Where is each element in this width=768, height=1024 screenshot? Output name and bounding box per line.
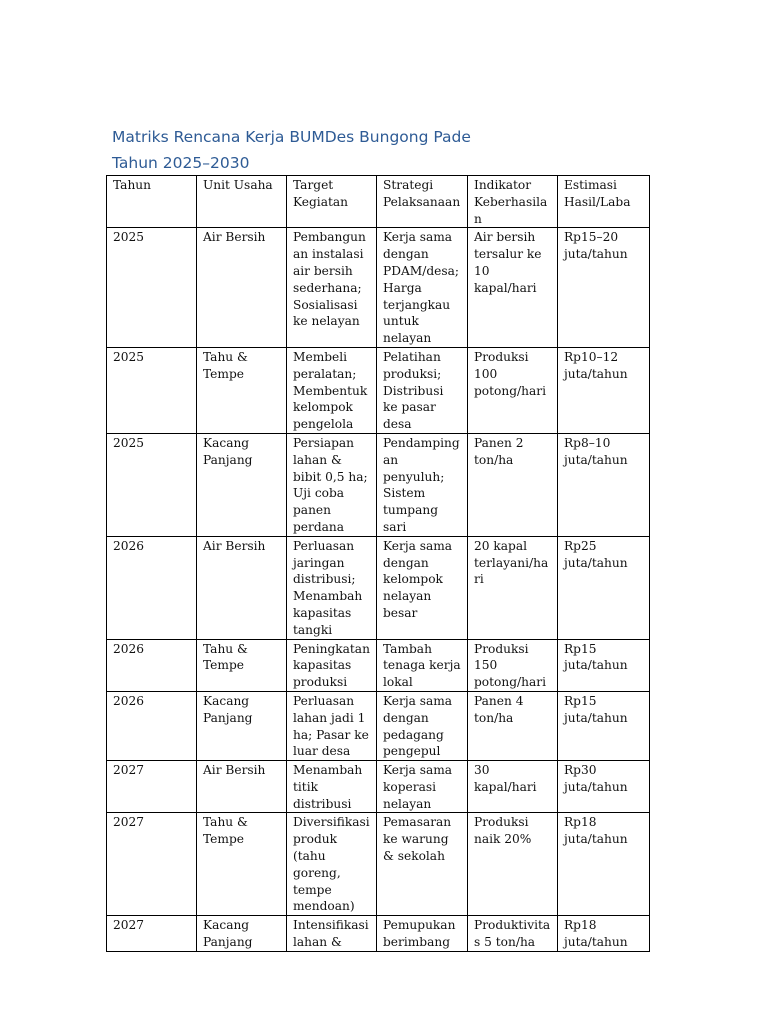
header-unit-usaha: Unit Usaha bbox=[197, 176, 287, 228]
table-row bbox=[107, 639, 650, 691]
cell-strategi: Pelatihan produksi; Distribusi ke pasar desa bbox=[377, 347, 468, 433]
cell-indikator: Panen 4 ton/ha bbox=[468, 691, 558, 760]
document-title bbox=[112, 124, 471, 176]
cell-estimasi: Rp15 juta/tahun bbox=[558, 691, 650, 760]
cell-target-kegiatan: Menambah titik distribusi bbox=[287, 761, 377, 813]
cell-estimasi: Rp25 juta/tahun bbox=[558, 536, 650, 639]
table-row bbox=[107, 761, 650, 813]
cell-unit-usaha: Air Bersih bbox=[197, 761, 287, 813]
cell-strategi: Tambah tenaga kerja lokal bbox=[377, 639, 468, 691]
cell-estimasi: Rp10–12 juta/tahun bbox=[558, 347, 650, 433]
cell-indikator: Produktivitas 5 ton/ha bbox=[468, 916, 558, 952]
cell-tahun: 2026 bbox=[107, 639, 197, 691]
cell-tahun: 2027 bbox=[107, 761, 197, 813]
cell-indikator: Produksi 100 potong/hari bbox=[468, 347, 558, 433]
cell-indikator: Panen 2 ton/ha bbox=[468, 433, 558, 536]
cell-unit-usaha: Air Bersih bbox=[197, 228, 287, 348]
cell-unit-usaha: Air Bersih bbox=[197, 536, 287, 639]
cell-indikator: 20 kapal terlayani/hari bbox=[468, 536, 558, 639]
header-target-kegiatan: Target Kegiatan bbox=[287, 176, 377, 228]
cell-target-kegiatan: Persiapan lahan & bibit 0,5 ha; Uji coba panen perdana bbox=[287, 433, 377, 536]
cell-target-kegiatan: Pembangunan instalasi air bersih sederhana; Sosialisasi ke nelayan bbox=[287, 228, 377, 348]
cell-target-kegiatan: Peningkatan kapasitas produksi bbox=[287, 639, 377, 691]
cell-tahun: 2025 bbox=[107, 433, 197, 536]
cell-target-kegiatan: Perluasan lahan jadi 1 ha; Pasar ke luar desa bbox=[287, 691, 377, 760]
cell-indikator: Produksi 150 potong/hari bbox=[468, 639, 558, 691]
cell-target-kegiatan: Intensifikasi lahan & bbox=[287, 916, 377, 952]
cell-strategi: Pemupukan berimbang bbox=[377, 916, 468, 952]
cell-target-kegiatan: Membeli peralatan; Membentuk kelompok pengelola bbox=[287, 347, 377, 433]
header-indikator-keberhasilan: Indikator Keberhasilan bbox=[468, 176, 558, 228]
cell-tahun: 2026 bbox=[107, 691, 197, 760]
cell-tahun: 2026 bbox=[107, 536, 197, 639]
cell-unit-usaha: Kacang Panjang bbox=[197, 691, 287, 760]
cell-strategi: Kerja sama dengan PDAM/desa; Harga terjangkau untuk nelayan bbox=[377, 228, 468, 348]
cell-estimasi: Rp18 juta/tahun bbox=[558, 813, 650, 916]
cell-target-kegiatan: Diversifikasi produk (tahu goreng, tempe mendoan) bbox=[287, 813, 377, 916]
cell-unit-usaha: Kacang Panjang bbox=[197, 433, 287, 536]
table-row bbox=[107, 228, 650, 348]
title-line-2: Tahun 2025–2030 bbox=[112, 154, 250, 172]
cell-indikator: Air bersih tersalur ke 10 kapal/hari bbox=[468, 228, 558, 348]
header-strategi-pelaksanaan: Strategi Pelaksanaan bbox=[377, 176, 468, 228]
cell-estimasi: Rp18 juta/tahun bbox=[558, 916, 650, 952]
cell-estimasi: Rp30 juta/tahun bbox=[558, 761, 650, 813]
cell-strategi: Pendampingan penyuluh; Sistem tumpang sari bbox=[377, 433, 468, 536]
cell-tahun: 2027 bbox=[107, 916, 197, 952]
work-plan-table bbox=[106, 175, 650, 952]
table-row bbox=[107, 916, 650, 952]
table-row bbox=[107, 536, 650, 639]
table-row bbox=[107, 433, 650, 536]
cell-estimasi: Rp15 juta/tahun bbox=[558, 639, 650, 691]
cell-tahun: 2027 bbox=[107, 813, 197, 916]
cell-tahun: 2025 bbox=[107, 228, 197, 348]
cell-indikator: Produksi naik 20% bbox=[468, 813, 558, 916]
table-row bbox=[107, 813, 650, 916]
table-row bbox=[107, 691, 650, 760]
cell-unit-usaha: Kacang Panjang bbox=[197, 916, 287, 952]
cell-target-kegiatan: Perluasan jaringan distribusi; Menambah kapasitas tangki bbox=[287, 536, 377, 639]
cell-estimasi: Rp15–20 juta/tahun bbox=[558, 228, 650, 348]
cell-unit-usaha: Tahu & Tempe bbox=[197, 813, 287, 916]
cell-indikator: 30 kapal/hari bbox=[468, 761, 558, 813]
cell-estimasi: Rp8–10 juta/tahun bbox=[558, 433, 650, 536]
table-header-row bbox=[107, 176, 650, 228]
cell-strategi: Pemasaran ke warung & sekolah bbox=[377, 813, 468, 916]
header-tahun: Tahun bbox=[107, 176, 197, 228]
cell-unit-usaha: Tahu & Tempe bbox=[197, 639, 287, 691]
title-line-1: Matriks Rencana Kerja BUMDes Bungong Pade bbox=[112, 128, 471, 146]
cell-strategi: Kerja sama dengan pedagang pengepul bbox=[377, 691, 468, 760]
cell-strategi: Kerja sama dengan kelompok nelayan besar bbox=[377, 536, 468, 639]
table-row bbox=[107, 347, 650, 433]
cell-unit-usaha: Tahu & Tempe bbox=[197, 347, 287, 433]
cell-tahun: 2025 bbox=[107, 347, 197, 433]
cell-strategi: Kerja sama koperasi nelayan bbox=[377, 761, 468, 813]
header-estimasi-hasil: Estimasi Hasil/Laba bbox=[558, 176, 650, 228]
